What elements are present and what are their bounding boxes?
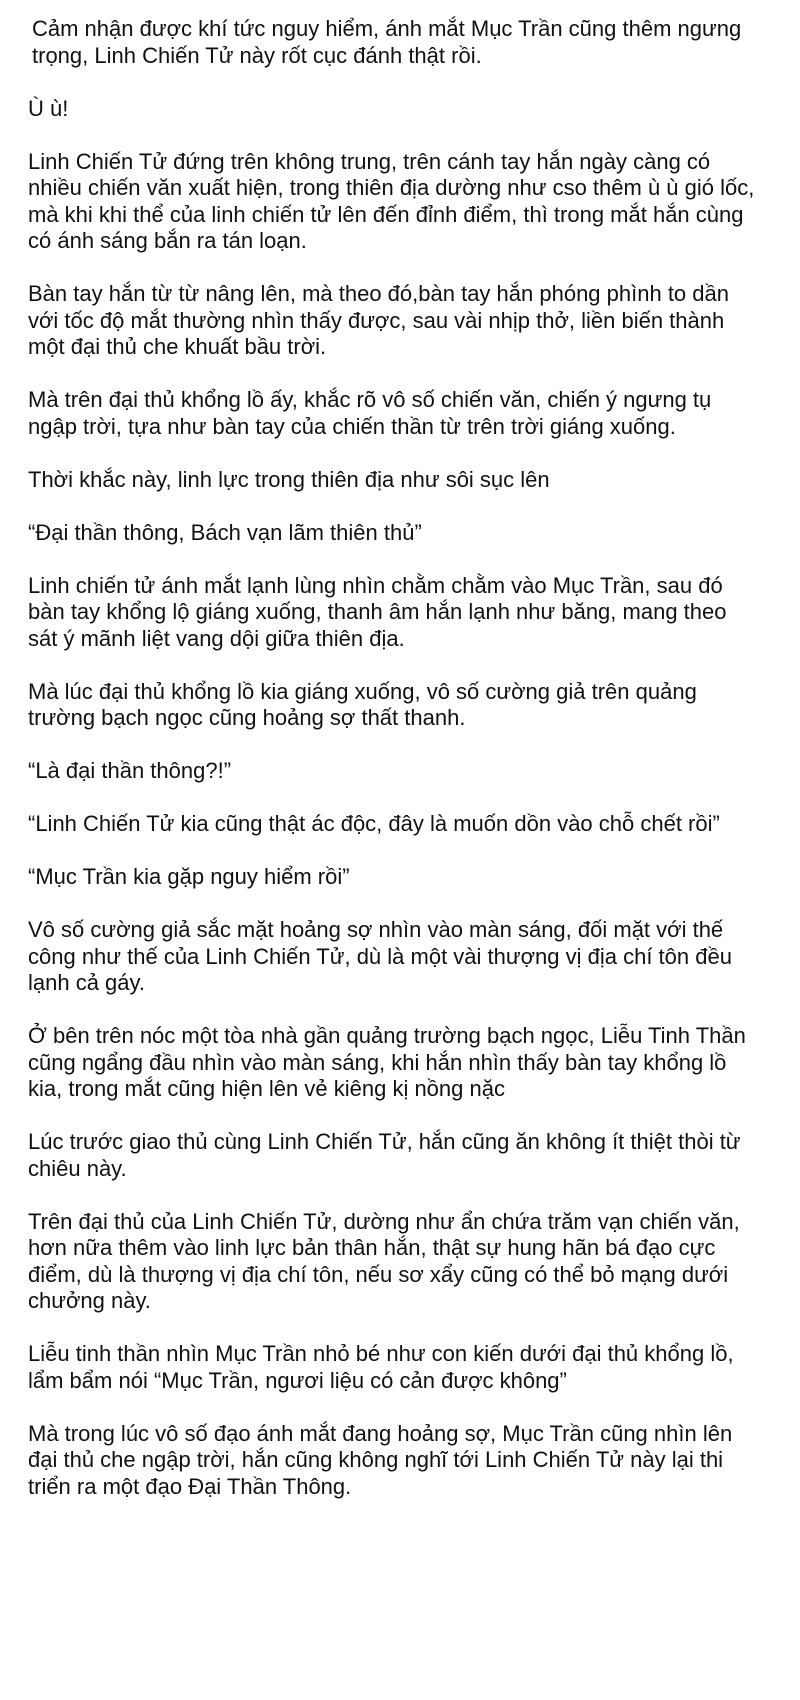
paragraph: Bàn tay hắn từ từ nâng lên, mà theo đó,bàn tay hắn phóng phình to dần với tốc độ mắt thường nhìn thấy được, sau vài nhịp thở, liền biến thành một đại thủ che khuất bầu trời. [28, 281, 729, 359]
paragraph: Liễu tinh thần nhìn Mục Trần nhỏ bé như con kiến dưới đại thủ khổng lồ, lẩm bẩm nói “Mục Trần, ngươi liệu có cản được không” [28, 1341, 734, 1393]
paragraph: Thời khắc này, linh lực trong thiên địa như sôi sục lên [28, 466, 550, 492]
paragraph: Linh Chiến Tử đứng trên không trung, trên cánh tay hắn ngày càng có nhiều chiến văn xuất hiện, trong thiên địa dường như cso thêm ù ù gió lốc, mà khi khi thể của linh chiến tử lên đến đỉnh điểm, thì trong mắt hắn cùng có ánh sáng bắn ra tán loạn. [28, 148, 755, 253]
paragraph: “Đại thần thông, Bách vạn lãm thiên thủ” [28, 519, 422, 545]
paragraph: Ù ù! [28, 95, 69, 121]
paragraph: “Mục Trần kia gặp nguy hiểm rồi” [28, 864, 350, 889]
paragraph: Cảm nhận được khí tức nguy hiểm, ánh mắt Mục Trần cũng thêm ngưng trọng, Linh Chiến Tử này rốt cục đánh thật rồi. [32, 16, 742, 68]
paragraph: Trên đại thủ của Linh Chiến Tử, dường như ẩn chứa trăm vạn chiến văn, hơn nữa thêm vào linh lực bản thân hắn, thật sự hung hãn bá đạo cực điểm, dù là thượng vị địa chí tôn, nếu sơ xẩy cũng có thể bỏ mạng dưới chưởng này. [28, 1208, 740, 1313]
paragraph: Lúc trước giao thủ cùng Linh Chiến Tử, hắn cũng ăn không ít thiệt thòi từ chiêu này. [28, 1129, 741, 1181]
paragraph: Mà lúc đại thủ khổng lồ kia giáng xuống, vô số cường giả trên quảng trường bạch ngọc cũng hoảng sợ thất thanh. [28, 678, 697, 730]
paragraph: Linh chiến tử ánh mắt lạnh lùng nhìn chằm chằm vào Mục Trần, sau đó bàn tay khổng lộ giáng xuống, thanh âm hắn lạnh như băng, mang theo sát ý mãnh liệt vang dội giữa thiên địa. [28, 572, 727, 651]
paragraph: Vô số cường giả sắc mặt hoảng sợ nhìn vào màn sáng, đối mặt với thế công như thế của Linh Chiến Tử, dù là một vài thượng vị địa chí tôn đều lạnh cả gáy. [28, 917, 732, 995]
paragraph: “Là đại thần thông?!” [28, 758, 232, 783]
paragraph: “Linh Chiến Tử kia cũng thật ác độc, đây là muốn dồn vào chỗ chết rồi” [28, 811, 720, 836]
paragraph: Ở bên trên nóc một tòa nhà gần quảng trường bạch ngọc, Liễu Tinh Thần cũng ngẩng đầu nhìn vào màn sáng, khi hắn nhìn thấy bàn tay khổng lồ kia, trong mắt cũng hiện lên vẻ kiêng kị nồng nặc [28, 1023, 746, 1101]
paragraph: Mà trong lúc vô số đạo ánh mắt đang hoảng sợ, Mục Trần cũng nhìn lên đại thủ che ngập trời, hắn cũng không nghĩ tới Linh Chiến Tử này lại thi triển ra một đạo Đại Thần Thông. [28, 1420, 733, 1499]
paragraph: Mà trên đại thủ khổng lồ ấy, khắc rõ vô số chiến văn, chiến ý ngưng tụ ngập trời, tựa như bàn tay của chiến thần từ trên trời giáng xuống. [28, 387, 712, 439]
